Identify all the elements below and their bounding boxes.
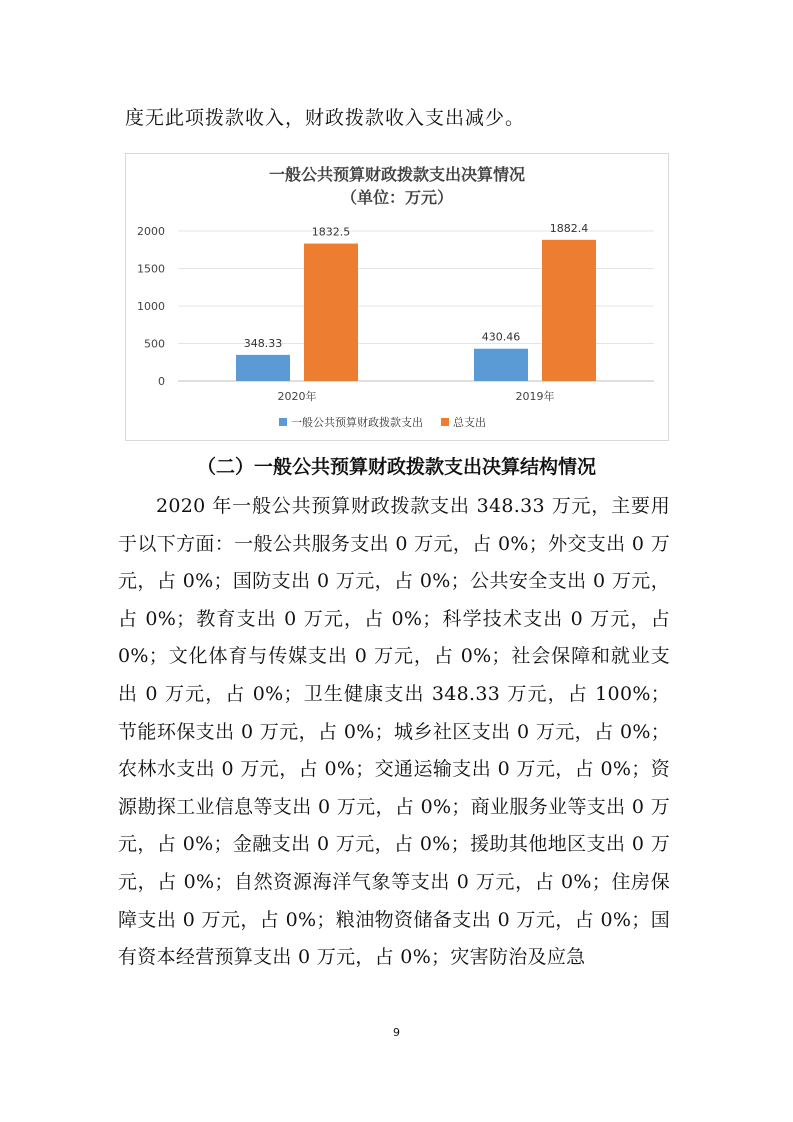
x-tick-label: 2019年	[515, 390, 555, 403]
y-tick-label: 2000	[137, 225, 165, 238]
data-label: 430.46	[481, 330, 521, 344]
data-label: 1832.5	[311, 225, 351, 239]
y-tick-label: 500	[144, 337, 165, 351]
chart-title: 一般公共预算财政拨款支出决算情况	[268, 165, 526, 184]
bar	[542, 240, 596, 381]
legend-label: 总支出	[453, 416, 486, 429]
page-number: 9	[393, 1026, 400, 1039]
y-tick-label: 0	[158, 375, 165, 388]
x-tick-label: 2020年	[277, 390, 317, 403]
chart-svg	[126, 154, 668, 440]
body-paragraph: 2020 年一般公共预算财政拨款支出 348.33 万元，主要用于以下方面：一般公共服务支出 0 万元，占 0%；外交支出 0 万元，占 0%；国防支出 0 万元，占 0%；公共安全支出 0 万元，占 0%；教育支出 0 万元，占 0%；科学技术支出 0 万元，占 0%；文化体育与传媒支出 0 万元，占 0%；社会保障和就业支出 0 万元，占 0%；卫生健康支出 348.33 万元，占 100%；节能环保支出 0 万元，占 0%；城乡社区支出 0 万元，占 0%；农林水支出 0 万元，占 0%；交通运输支出 0 万元，占 0%；资源勘探工业信息等支出 0 万元，占 0%；商业服务业等支出 0 万元，占 0%；金融支出 0 万元，占 0%；援助其他地区支出 0 万元，占 0%；自然资源海洋气象等支出 0 万元，占 0%；住房保障支出 0 万元，占 0%；粮油物资储备支出 0 万元，占 0%；国有资本经营预算支出 0 万元，占 0%；灾害防治及应急	[118, 495, 670, 969]
legend-swatch	[441, 418, 449, 426]
chart-subtitle: （单位：万元）	[340, 188, 454, 207]
bar	[474, 349, 528, 381]
data-label: 1882.4	[549, 221, 589, 235]
bar-chart	[125, 153, 669, 441]
legend-label: 一般公共预算财政拨款支出	[291, 416, 423, 429]
section-title: （二）一般公共预算财政拨款支出决算结构情况	[196, 456, 596, 478]
data-label: 348.33	[243, 336, 283, 350]
legend-swatch	[279, 418, 287, 426]
y-tick-label: 1500	[137, 262, 165, 276]
bar	[236, 355, 290, 381]
bar	[304, 244, 358, 381]
y-tick-label: 1000	[137, 300, 165, 313]
intro-line: 度无此项拨款收入，财政拨款收入支出减少。	[125, 107, 526, 129]
